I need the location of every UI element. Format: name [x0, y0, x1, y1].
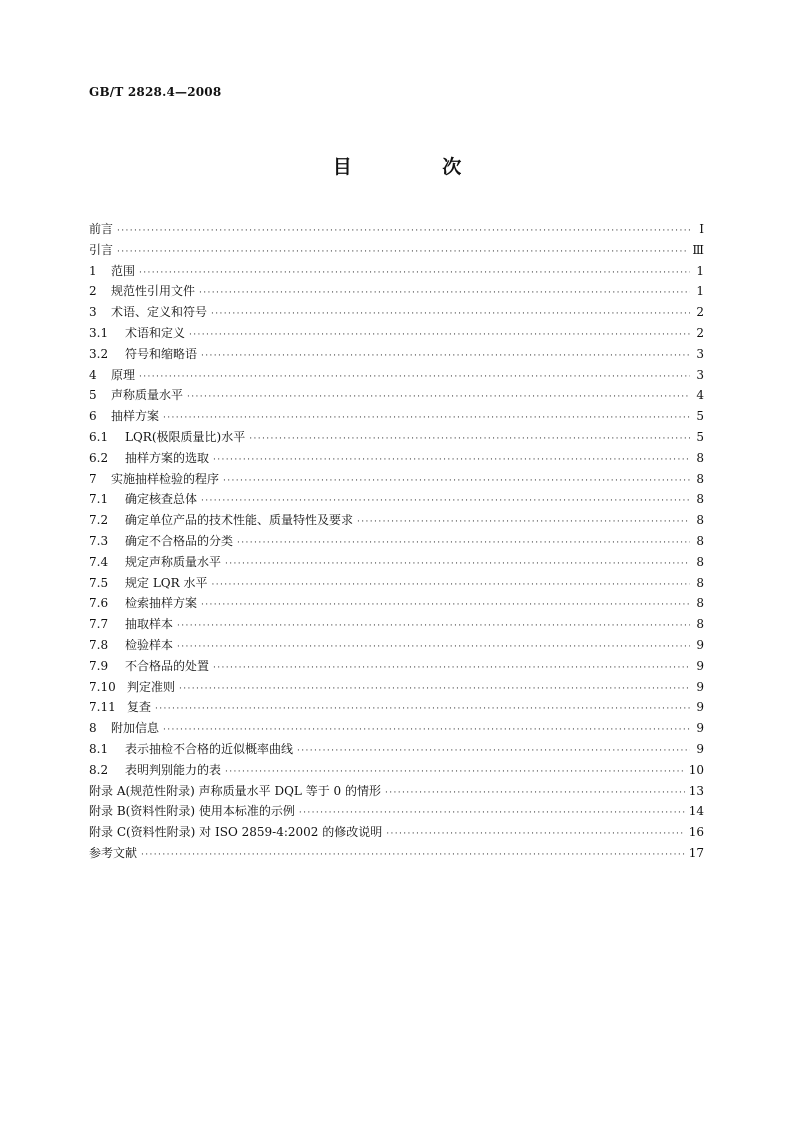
toc-leader-dots	[237, 533, 690, 554]
toc-entry[interactable]	[89, 219, 704, 240]
toc-entry-page: 3	[696, 367, 704, 382]
toc-entry[interactable]	[89, 510, 704, 531]
toc-entry-number: 附录 A	[89, 783, 126, 798]
toc-entry-page: 8	[696, 617, 704, 632]
toc-entry-label: 引言	[89, 242, 114, 257]
toc-entry-label: 抽样方案的选取	[125, 450, 210, 465]
toc-entry-number: 6.1	[89, 429, 109, 444]
toc-entry[interactable]	[89, 344, 704, 365]
toc-entry-label: 术语、定义和符号	[111, 305, 208, 320]
toc-entry[interactable]	[89, 552, 704, 573]
toc-entry-label: 检索抽样方案	[125, 596, 198, 611]
toc-entry-page: 8	[696, 471, 704, 486]
toc-entry-page: 1	[696, 263, 704, 278]
toc-entry-label: LQR(极限质量比)水平	[125, 429, 246, 444]
toc-leader-dots	[177, 616, 690, 637]
toc-entry[interactable]	[89, 323, 704, 344]
toc-entry-number: 7.5	[89, 575, 109, 590]
toc-entry-number: 7.3	[89, 533, 109, 548]
toc-entry-label: 抽取样本	[125, 617, 174, 632]
toc-entry-page: 9	[696, 721, 704, 736]
toc-leader-dots	[179, 679, 690, 700]
toc-entry-page: 8	[696, 513, 704, 528]
toc-entry-label: 参考文献	[89, 845, 138, 860]
toc-leader-dots	[201, 346, 690, 367]
toc-entry[interactable]	[89, 281, 704, 302]
toc-entry-number: 8.1	[89, 741, 109, 756]
toc-leader-dots	[201, 595, 690, 616]
toc-leader-dots	[386, 824, 684, 845]
toc-entry-number: 3.2	[89, 346, 109, 361]
toc-entry-label: (资料性附录) 使用本标准的示例	[125, 804, 295, 819]
toc-entry-label: 确定单位产品的技术性能、质量特性及要求	[125, 513, 354, 528]
toc-entry-page: 2	[696, 325, 704, 340]
toc-entry-page: 13	[688, 783, 704, 798]
toc-leader-dots	[139, 263, 690, 284]
toc-entry-page: 1	[696, 284, 704, 299]
toc-leader-dots	[189, 325, 690, 346]
toc-entry-page: 9	[696, 658, 704, 673]
toc-leader-dots	[225, 554, 690, 575]
toc-entry-page: 16	[688, 825, 704, 840]
toc-entry[interactable]	[89, 489, 704, 510]
toc-entry-page: 5	[696, 429, 704, 444]
toc-leader-dots	[213, 658, 690, 679]
toc-entry[interactable]	[89, 697, 704, 718]
toc-entry[interactable]	[89, 365, 704, 386]
toc-entry-number: 7.11	[89, 700, 116, 715]
toc-entry-label: 实施抽样检验的程序	[111, 471, 220, 486]
toc-leader-dots	[211, 304, 690, 325]
toc-entry[interactable]	[89, 240, 704, 261]
toc-leader-dots	[177, 637, 690, 658]
toc-entry-page: 8	[696, 492, 704, 507]
toc-entry[interactable]	[89, 760, 704, 781]
toc-leader-dots	[117, 242, 688, 263]
toc-entry[interactable]	[89, 656, 704, 677]
standard-code: GB/T 2828.4—2008	[89, 85, 222, 99]
toc-leader-dots	[213, 450, 690, 471]
toc-leader-dots	[211, 575, 690, 596]
toc-entry[interactable]	[89, 469, 704, 490]
toc-entry-label: (资料性附录) 对 ISO 2859-4:2002 的修改说明	[126, 825, 383, 840]
toc-entry-page: 5	[696, 409, 704, 424]
toc-entry[interactable]	[89, 635, 704, 656]
toc-entry-page: Ⅰ	[699, 222, 704, 236]
toc-entry-label: 范围	[111, 263, 136, 278]
toc-entry-page: 8	[696, 533, 704, 548]
toc-entry-page: 10	[688, 762, 704, 777]
toc-entry-page: 9	[696, 741, 704, 756]
toc-entry-label: 符号和缩略语	[125, 346, 198, 361]
toc-entry[interactable]	[89, 261, 704, 282]
toc-leader-dots	[199, 283, 690, 304]
toc-leader-dots	[299, 803, 685, 824]
toc-entry-number: 7.9	[89, 658, 109, 673]
toc-entry-page: 9	[696, 700, 704, 715]
toc-entry-label: 规范性引用文件	[111, 284, 196, 299]
toc-entry-number: 7.8	[89, 637, 109, 652]
toc-entry-number: 3.1	[89, 325, 109, 340]
toc-leader-dots	[223, 471, 690, 492]
toc-entry-label: 复查	[127, 700, 152, 715]
toc-entry-number: 7.2	[89, 513, 109, 528]
toc-entry-label: 原理	[111, 367, 136, 382]
toc-entry[interactable]	[89, 614, 704, 635]
toc-entry-label: 抽样方案	[111, 409, 160, 424]
toc-entry-number: 8.2	[89, 762, 109, 777]
toc-entry[interactable]	[89, 427, 704, 448]
toc-entry[interactable]	[89, 531, 704, 552]
toc-entry-page: 9	[696, 679, 704, 694]
toc-entry-number: 5	[89, 388, 97, 403]
toc-entry-page: 8	[696, 596, 704, 611]
toc-entry-page: 4	[696, 388, 704, 403]
page-title: 目 次	[332, 156, 504, 178]
table-of-contents	[89, 219, 704, 864]
toc-leader-dots	[117, 221, 690, 242]
toc-entry-number: 7.6	[89, 596, 109, 611]
toc-leader-dots	[141, 845, 685, 866]
toc-entry-label: 附加信息	[111, 721, 160, 736]
toc-entry-label: 确定不合格品的分类	[125, 533, 234, 548]
toc-entry[interactable]	[89, 302, 704, 323]
toc-entry-number: 6.2	[89, 450, 109, 465]
toc-entry-label: 规定声称质量水平	[125, 554, 222, 569]
toc-entry-page: 17	[688, 845, 704, 860]
toc-entry[interactable]	[89, 801, 704, 822]
toc-entry[interactable]	[89, 822, 704, 843]
toc-entry-number: 2	[89, 284, 97, 299]
toc-entry-label: 术语和定义	[125, 325, 186, 340]
toc-leader-dots	[225, 762, 685, 783]
toc-entry-label: 检验样本	[125, 637, 174, 652]
toc-entry-label: 规定 LQR 水平	[125, 575, 208, 590]
toc-leader-dots	[357, 512, 690, 533]
toc-entry-label: 不合格品的处置	[125, 658, 210, 673]
toc-entry[interactable]	[89, 573, 704, 594]
toc-entry-number: 8	[89, 721, 97, 736]
toc-leader-dots	[155, 699, 690, 720]
toc-entry[interactable]	[89, 385, 704, 406]
toc-entry-label: 表明判别能力的表	[125, 762, 222, 777]
toc-entry-number: 7.4	[89, 554, 109, 569]
toc-entry-number: 3	[89, 305, 97, 320]
toc-leader-dots	[163, 720, 690, 741]
toc-entry[interactable]	[89, 843, 704, 864]
toc-entry-page: Ⅲ	[692, 242, 704, 257]
toc-leader-dots	[249, 429, 690, 450]
toc-entry-number: 1	[89, 263, 97, 278]
toc-leader-dots	[163, 408, 690, 429]
toc-entry[interactable]	[89, 781, 704, 802]
toc-entry[interactable]	[89, 448, 704, 469]
toc-entry-number: 附录 C	[89, 825, 126, 840]
toc-entry[interactable]	[89, 593, 704, 614]
toc-entry-page: 3	[696, 346, 704, 361]
toc-entry-label: (规范性附录) 声称质量水平 DQL 等于 0 的情形	[125, 783, 381, 798]
toc-entry-number: 7.1	[89, 492, 109, 507]
toc-entry-number: 7	[89, 471, 97, 486]
toc-entry-page: 9	[696, 637, 704, 652]
toc-leader-dots	[201, 491, 690, 512]
toc-entry-number: 7.7	[89, 617, 109, 632]
toc-entry-label: 表示抽检不合格的近似概率曲线	[125, 741, 294, 756]
toc-entry-page: 8	[696, 450, 704, 465]
toc-entry-number: 4	[89, 367, 97, 382]
toc-leader-dots	[139, 367, 690, 388]
toc-entry-number: 7.10	[89, 679, 116, 694]
toc-entry[interactable]	[89, 406, 704, 427]
toc-entry-number: 附录 B	[89, 804, 126, 819]
toc-entry[interactable]	[89, 677, 704, 698]
toc-entry-label: 判定准则	[127, 679, 176, 694]
toc-entry[interactable]	[89, 739, 704, 760]
toc-entry-page: 14	[688, 804, 704, 819]
toc-leader-dots	[385, 783, 685, 804]
toc-entry-page: 8	[696, 554, 704, 569]
toc-entry-label: 声称质量水平	[111, 388, 184, 403]
toc-entry[interactable]	[89, 718, 704, 739]
toc-entry-label: 前言	[89, 222, 114, 236]
toc-leader-dots	[187, 387, 690, 408]
toc-entry-label: 确定核查总体	[125, 492, 198, 507]
toc-leader-dots	[297, 741, 690, 762]
toc-entry-number: 6	[89, 409, 97, 424]
toc-entry-page: 2	[696, 305, 704, 320]
toc-entry-page: 8	[696, 575, 704, 590]
